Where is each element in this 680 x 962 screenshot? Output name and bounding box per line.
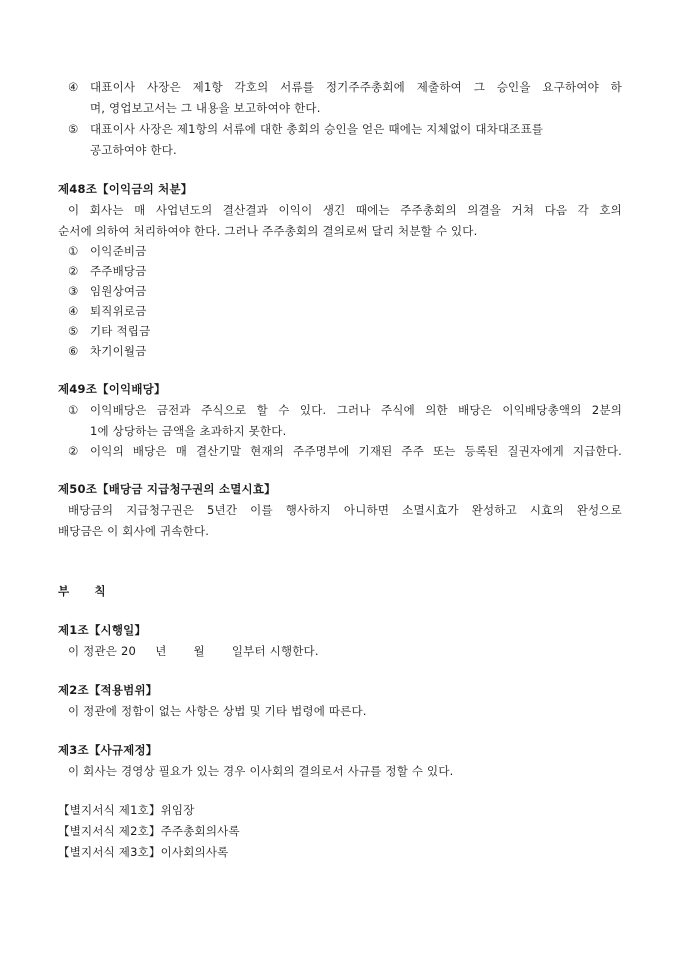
addendum-1-heading: 제1조【시행일】 (58, 623, 147, 637)
item-text: 기타 적립금 (90, 324, 151, 338)
list-item (68, 283, 147, 299)
addenda-title: 부 칙 (58, 584, 106, 598)
item-number: ③ (68, 284, 79, 298)
list-item (68, 323, 150, 339)
item-text: 주주배당금 (90, 264, 147, 278)
item-text: 대표이사 사장은 제1항 각호의 서류를 정기주주총회에 제출하여 그 승인을 요구하여야 하 (90, 80, 622, 94)
item-number: ⑤ (68, 324, 79, 338)
article-48-heading: 제48조【이익금의 처분】 (58, 182, 193, 196)
item-number: ④ (68, 304, 79, 318)
list-item (68, 263, 147, 279)
item-number: ① (68, 403, 79, 417)
form-reference: 【별지서식 제1호】위임장 (58, 803, 195, 817)
list-item (68, 243, 147, 259)
list-item (68, 303, 147, 319)
item-number: ⑥ (68, 344, 79, 358)
article-50-body-line1: 배당금의 지급청구권은 5년간 이를 행사하지 아니하면 소멸시효가 완성하고 시효의 완성으로 (68, 503, 622, 517)
article-49-item1-line2: 1에 상당하는 금액을 초과하지 못한다. (90, 424, 287, 438)
article-50-body-line2: 배당금은 이 회사에 귀속한다. (58, 524, 210, 538)
item-text: 대표이사 사장은 제1항의 서류에 대한 총회의 승인을 얻은 때에는 지체없이 대차대조표를 (90, 122, 544, 136)
addendum-3-body: 이 회사는 경영상 필요가 있는 경우 이사회의 결의로서 사규를 정할 수 있다. (68, 764, 454, 778)
article-48-body-line1: 이 회사는 매 사업년도의 결산결과 이익이 생긴 때에는 주주총회의 의결을 거쳐 다음 각 호의 (68, 203, 622, 217)
item-text: 임원상여금 (90, 284, 147, 298)
article-49-item2-line1 (68, 443, 622, 459)
article-49-item1-line1 (68, 402, 622, 418)
item-4-line2: 며, 영업보고서는 그 내용을 보고하여야 한다. (90, 101, 321, 115)
form-reference: 【별지서식 제3호】이사회의사록 (58, 845, 229, 859)
item-number: ① (68, 244, 79, 258)
form-reference: 【별지서식 제2호】주주총회의사록 (58, 824, 240, 838)
item-number: ⑤ (68, 122, 79, 136)
item-number: ④ (68, 80, 79, 94)
addendum-2-heading: 제2조【적용범위】 (58, 683, 158, 697)
article-49-heading: 제49조【이익배당】 (58, 382, 166, 396)
item-text: 이익배당은 금전과 주식으로 할 수 있다. 그러나 주식에 의한 배당은 이익배당총액의 2분의 (90, 403, 622, 417)
item-text: 차기이월금 (90, 344, 147, 358)
item-5-line2: 공고하여야 한다. (90, 143, 177, 157)
addendum-3-heading: 제3조【사규제정】 (58, 743, 158, 757)
item-4-line1 (68, 79, 622, 95)
item-number: ② (68, 264, 79, 278)
addendum-2-body: 이 정관에 정함이 없는 사항은 상법 및 기타 법령에 따른다. (68, 704, 367, 718)
item-text: 이익의 배당은 매 결산기말 현재의 주주명부에 기재된 주주 또는 등록된 질권자에게 지급한다. (90, 444, 622, 458)
article-50-heading: 제50조【배당금 지급청구권의 소멸시효】 (58, 482, 276, 496)
item-5-line1 (68, 121, 543, 137)
list-item (68, 343, 147, 359)
article-48-body-line2: 순서에 의하여 처리하여야 한다. 그러나 주주총회의 결의로써 달리 처분할 수 있다. (58, 224, 478, 238)
addendum-1-body: 이 정관은 20 년 월 일부터 시행한다. (68, 644, 319, 658)
item-number: ② (68, 444, 79, 458)
item-text: 퇴직위로금 (90, 304, 147, 318)
item-text: 이익준비금 (90, 244, 147, 258)
